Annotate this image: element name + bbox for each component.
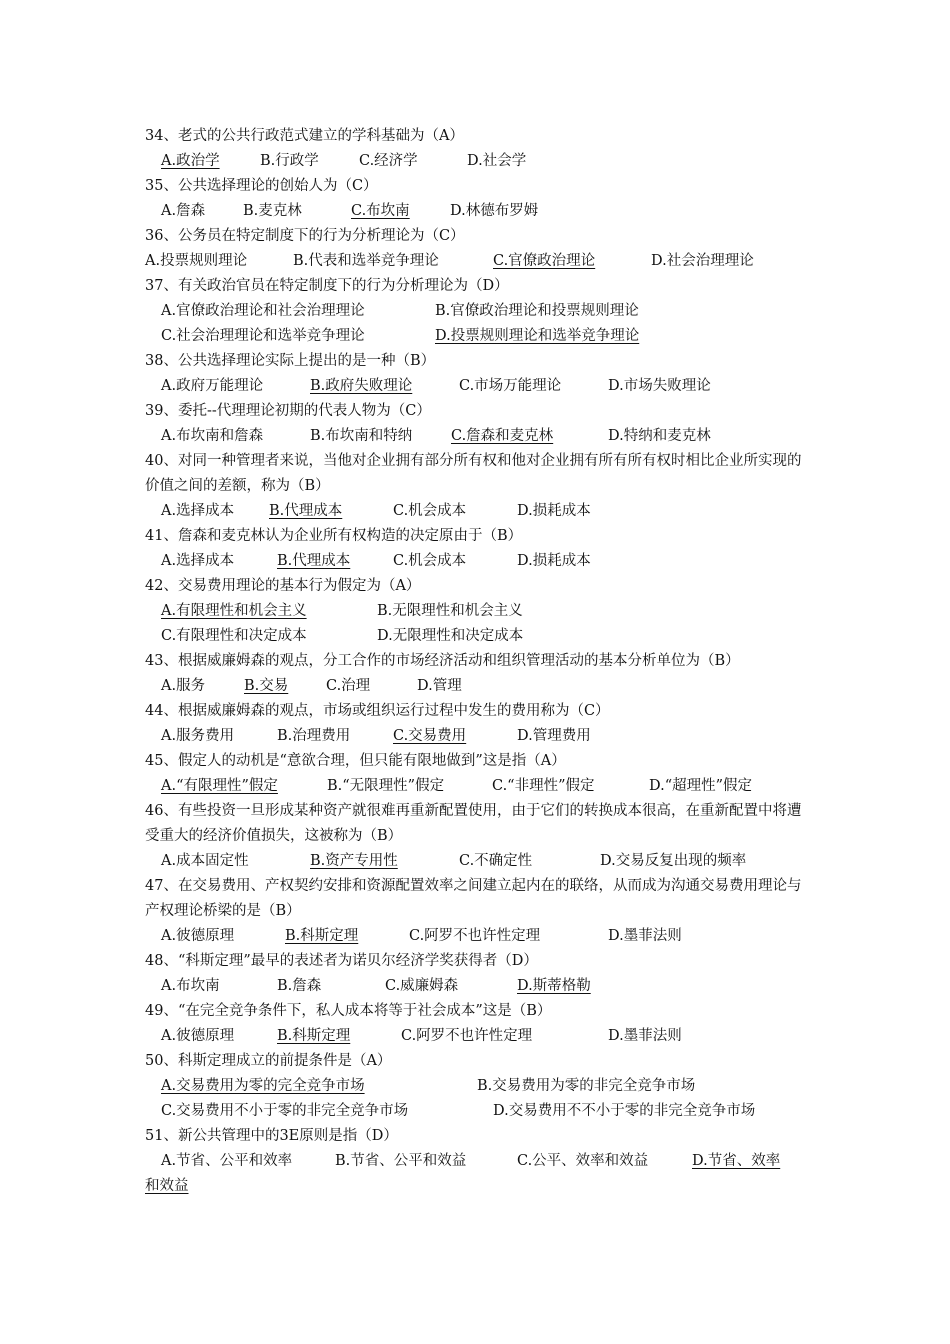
option-b: B.代理成本 [269,503,343,519]
option-d: D.管理 [417,678,462,694]
option-d: D.节省、效率 [692,1153,781,1169]
option-d: D.市场失败理论 [608,378,711,394]
option-c: C.阿罗不也许性定理 [401,1028,533,1044]
option-d: D.墨菲法则 [608,1028,682,1044]
option-c: C.公平、效率和效益 [517,1153,649,1169]
question-50-options-row2 [145,1099,805,1124]
option-c: C.治理 [326,678,371,694]
question-50-options-row1 [145,1074,805,1099]
option-a: A.布坎南和詹森 [161,428,264,444]
option-c: C.机会成本 [393,503,467,519]
question-37-options-row2 [145,324,805,349]
question-42-options-row1 [145,599,805,624]
option-c: C.交易费用 [393,728,467,744]
question-37-stem: 37、有关政治官员在特定制度下的行为分析理论为（D） [145,278,509,294]
option-d: D.社会学 [467,153,527,169]
option-c: C.詹森和麦克林 [451,428,554,444]
option-b: B.无限理性和机会主义 [377,603,523,619]
question-42-stem: 42、交易费用理论的基本行为假定为（A） [145,578,421,594]
question-39-options [145,424,805,449]
option-b: B.节省、公平和效益 [335,1153,467,1169]
option-d: D.损耗成本 [517,503,591,519]
question-46-stem: 46、有些投资一旦形成某种资产就很难再重新配置使用，由于它们的转换成本很高，在重新配置中将遭受重大的经济价值损失，这被称为（B） [145,803,802,844]
question-34-options [145,149,805,174]
option-a: A.选择成本 [161,553,235,569]
question-43-options [145,674,805,699]
option-a: A.彼德原理 [161,928,235,944]
option-b: B.布坎南和特纳 [310,428,413,444]
option-b: B.交易费用为零的非完全竞争市场 [477,1078,696,1094]
question-35-stem: 35、公共选择理论的创始人为（C） [145,178,378,194]
document-page [145,124,805,1199]
question-47-options [145,924,805,949]
question-49-options [145,1024,805,1049]
question-40-options [145,499,805,524]
option-b: B.官僚政治理论和投票规则理论 [435,303,639,319]
option-d: D.投票规则理论和选举竞争理论 [435,328,640,344]
option-a: A.服务费用 [161,728,235,744]
option-b: B.“无限理性”假定 [327,778,445,794]
option-c: C.有限理性和决定成本 [161,628,307,644]
option-c: C.社会治理理论和选举竞争理论 [161,328,365,344]
option-a: A.选择成本 [161,503,235,519]
question-50-stem: 50、科斯定理成立的前提条件是（A） [145,1053,392,1069]
option-b: B.科斯定理 [277,1028,351,1044]
option-a: A.节省、公平和效率 [161,1153,293,1169]
option-a: A.有限理性和机会主义 [161,603,307,619]
option-c: C.“非理性”假定 [492,778,595,794]
option-c: C.阿罗不也许性定理 [409,928,541,944]
option-c: C.布坎南 [351,203,410,219]
option-b: B.麦克林 [243,203,302,219]
option-b: B.代表和选举竞争理论 [293,253,439,269]
option-c: C.交易费用不小于零的非完全竞争市场 [161,1103,409,1119]
option-d: D.管理费用 [517,728,591,744]
question-38-options [145,374,805,399]
question-44-stem: 44、根据威廉姆森的观点，市场或组织运行过程中发生的费用称为（C） [145,703,610,719]
option-b: B.资产专用性 [310,853,398,869]
question-34-stem: 34、老式的公共行政范式建立的学科基础为（A） [145,128,464,144]
option-a: A.“有限理性”假定 [161,778,278,794]
option-d: D.交易费用不不小于零的非完全竞争市场 [493,1103,756,1119]
question-41-stem: 41、詹森和麦克林认为企业所有权构造的决定原由于（B） [145,528,523,544]
question-42-options-row2 [145,624,805,649]
option-b: B.治理费用 [277,728,351,744]
option-d: D.无限理性和决定成本 [377,628,524,644]
option-c: C.不确定性 [459,853,533,869]
option-a: A.彼德原理 [161,1028,235,1044]
option-d: D.墨菲法则 [608,928,682,944]
option-b: B.政府失败理论 [310,378,413,394]
option-d: D.社会治理理论 [651,253,754,269]
question-38-stem: 38、公共选择理论实际上提出的是一种（B） [145,353,436,369]
option-b: B.交易 [244,678,289,694]
question-51-stem: 51、新公共管理中的3E原则是指（D） [145,1128,398,1144]
question-43-stem: 43、根据威廉姆森的观点，分工合作的市场经济活动和组织管理活动的基本分析单位为（B） [145,653,740,669]
option-c: C.官僚政治理论 [493,253,596,269]
option-d: D.林德布罗姆 [450,203,539,219]
option-a: A.官僚政治理论和社会治理理论 [161,303,365,319]
question-49-stem: 49、“在完全竞争条件下，私人成本将等于社会成本”这是（B） [145,1003,552,1019]
question-36-stem: 36、公务员在特定制度下的行为分析理论为（C） [145,228,465,244]
question-51-options-continued [145,1174,805,1199]
option-a: A.布坎南 [161,978,220,994]
question-35-options [145,199,805,224]
option-a: A.政治学 [161,153,220,169]
option-a: A.詹森 [161,203,206,219]
option-d: D.交易反复出现的频率 [600,853,747,869]
option-c: C.机会成本 [393,553,467,569]
option-c: C.威廉姆森 [385,978,459,994]
option-c: C.经济学 [359,153,418,169]
option-a: A.服务 [161,678,206,694]
question-51-options [145,1149,805,1174]
question-48-stem: 48、“科斯定理”最早的表述者为诺贝尔经济学奖获得者（D） [145,953,538,969]
option-d: D.斯蒂格勒 [517,978,591,994]
option-a: A.成本固定性 [161,853,249,869]
option-a: A.交易费用为零的完全竞争市场 [161,1078,365,1094]
question-36-options [145,249,805,274]
option-c: C.市场万能理论 [459,378,562,394]
question-39-stem: 39、委托--代理理论初期的代表人物为（C） [145,403,431,419]
option-a: A.投票规则理论 [145,253,248,269]
question-48-options [145,974,805,999]
question-41-options [145,549,805,574]
question-46-options [145,849,805,874]
option-b: B.科斯定理 [285,928,359,944]
question-47-stem: 47、在交易费用、产权契约安排和资源配置效率之间建立起内在的联络，从而成为沟通交易费用理论与产权理论桥梁的是（B） [145,878,802,919]
option-d: D.特纳和麦克林 [608,428,711,444]
option-d-continued: 和效益 [145,1178,189,1194]
question-44-options [145,724,805,749]
option-d: D.“超理性”假定 [649,778,753,794]
question-40-stem: 40、对同一种管理者来说，当他对企业拥有部分所有权和他对企业拥有所有所有权时相比企业所实现的价值之间的差额，称为（B） [145,453,802,494]
question-45-stem: 45、假定人的动机是“意欲合理，但只能有限地做到”这是指（A） [145,753,566,769]
option-d: D.损耗成本 [517,553,591,569]
question-45-options [145,774,805,799]
option-b: B.代理成本 [277,553,351,569]
option-a: A.政府万能理论 [161,378,264,394]
option-b: B.詹森 [277,978,322,994]
option-b: B.行政学 [260,153,319,169]
question-37-options-row1 [145,299,805,324]
